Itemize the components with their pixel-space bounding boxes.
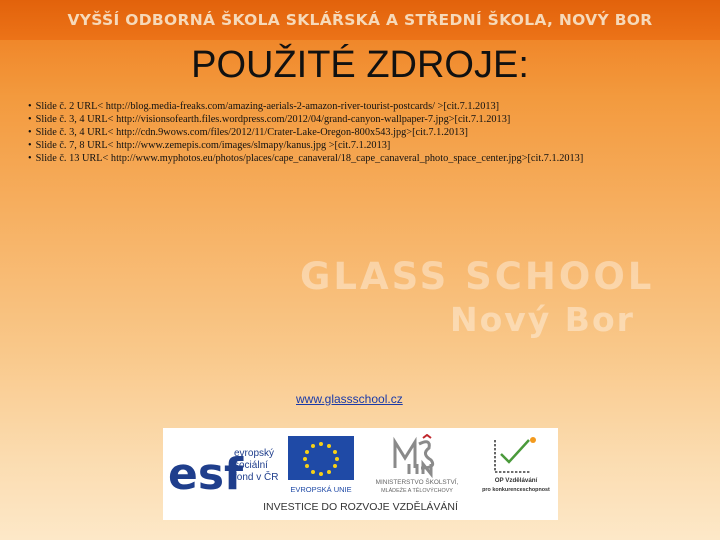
- bullet: •: [28, 140, 32, 151]
- header-bar: [0, 0, 720, 40]
- funding-logo-strip: [163, 428, 558, 520]
- op-vzdelavani-logo: [475, 434, 557, 496]
- bullet: •: [28, 153, 32, 164]
- esf-text-line-3: fond v ČR: [234, 472, 279, 483]
- msmt-mark-icon: [395, 442, 433, 474]
- reference-text: Slide č. 7, 8 URL< http://www.zemepis.com/images/slmapy/kanus.jpg >[cit.7.1.2013]: [35, 140, 391, 151]
- bullet: •: [28, 127, 32, 138]
- esf-text-line-1: evropský: [234, 448, 275, 459]
- watermark-line-2: Nový Bor: [450, 300, 635, 339]
- checkmark-icon: [501, 440, 529, 462]
- op-text-line-2: pro konkurenceschopnost: [482, 487, 550, 493]
- list-item: [28, 100, 718, 113]
- op-text-line-1: OP Vzdělávání: [494, 477, 538, 484]
- funding-caption: INVESTICE DO ROZVOJE VZDĚLÁVÁNÍ: [263, 501, 458, 513]
- reference-text: Slide č. 2 URL< http://blog.media-freaks.com/amazing-aerials-2-amazon-river-tourist-postcards/ >[cit.7.1.2013]: [35, 101, 500, 112]
- watermark-line-1: GLASS SCHOOL: [300, 255, 655, 298]
- bullet: •: [28, 101, 32, 112]
- msmt-text-line-1: MINISTERSTVO ŠKOLSTVÍ,: [375, 479, 459, 486]
- reference-text: Slide č. 3, 4 URL< http://cdn.9wows.com/files/2012/11/Crater-Lake-Oregon-800x543.jpg>[cit.7.1.2013]: [35, 127, 468, 138]
- msmt-text-line-2: MLÁDEŽE A TĚLOVÝCHOVY: [381, 488, 453, 494]
- glass-school-watermark: [300, 255, 700, 339]
- esf-logo: [166, 434, 283, 496]
- eu-flag-logo: [286, 434, 356, 496]
- eu-text: EVROPSKÁ UNIE: [290, 485, 352, 494]
- list-item: [28, 139, 718, 152]
- msmt-logo: [361, 434, 473, 496]
- reference-list: [28, 100, 718, 165]
- website-link[interactable]: www.glassschool.cz: [296, 392, 403, 406]
- list-item: [28, 126, 718, 139]
- school-name: VYŠŠÍ ODBORNÁ ŠKOLA SKLÁŘSKÁ A STŘEDNÍ ŠKOLA, NOVÝ BOR: [67, 11, 653, 29]
- reference-text: Slide č. 13 URL< http://www.myphotos.eu/photos/places/cape_canaveral/18_cape_canaveral_photo_space_center.jpg>[cit.7.1.2013]: [35, 153, 584, 164]
- page-title: POUŽITÉ ZDROJE:: [191, 44, 529, 86]
- list-item: [28, 113, 718, 126]
- esf-text-line-2: sociální: [234, 460, 268, 471]
- list-item: [28, 152, 718, 165]
- reference-text: Slide č. 3, 4 URL< http://visionsofearth.files.wordpress.com/2012/04/grand-canyon-wallpaper-7.jpg>[cit.7.1.2013]: [35, 114, 511, 125]
- esf-mark: esf: [168, 449, 244, 496]
- bullet: •: [28, 114, 32, 125]
